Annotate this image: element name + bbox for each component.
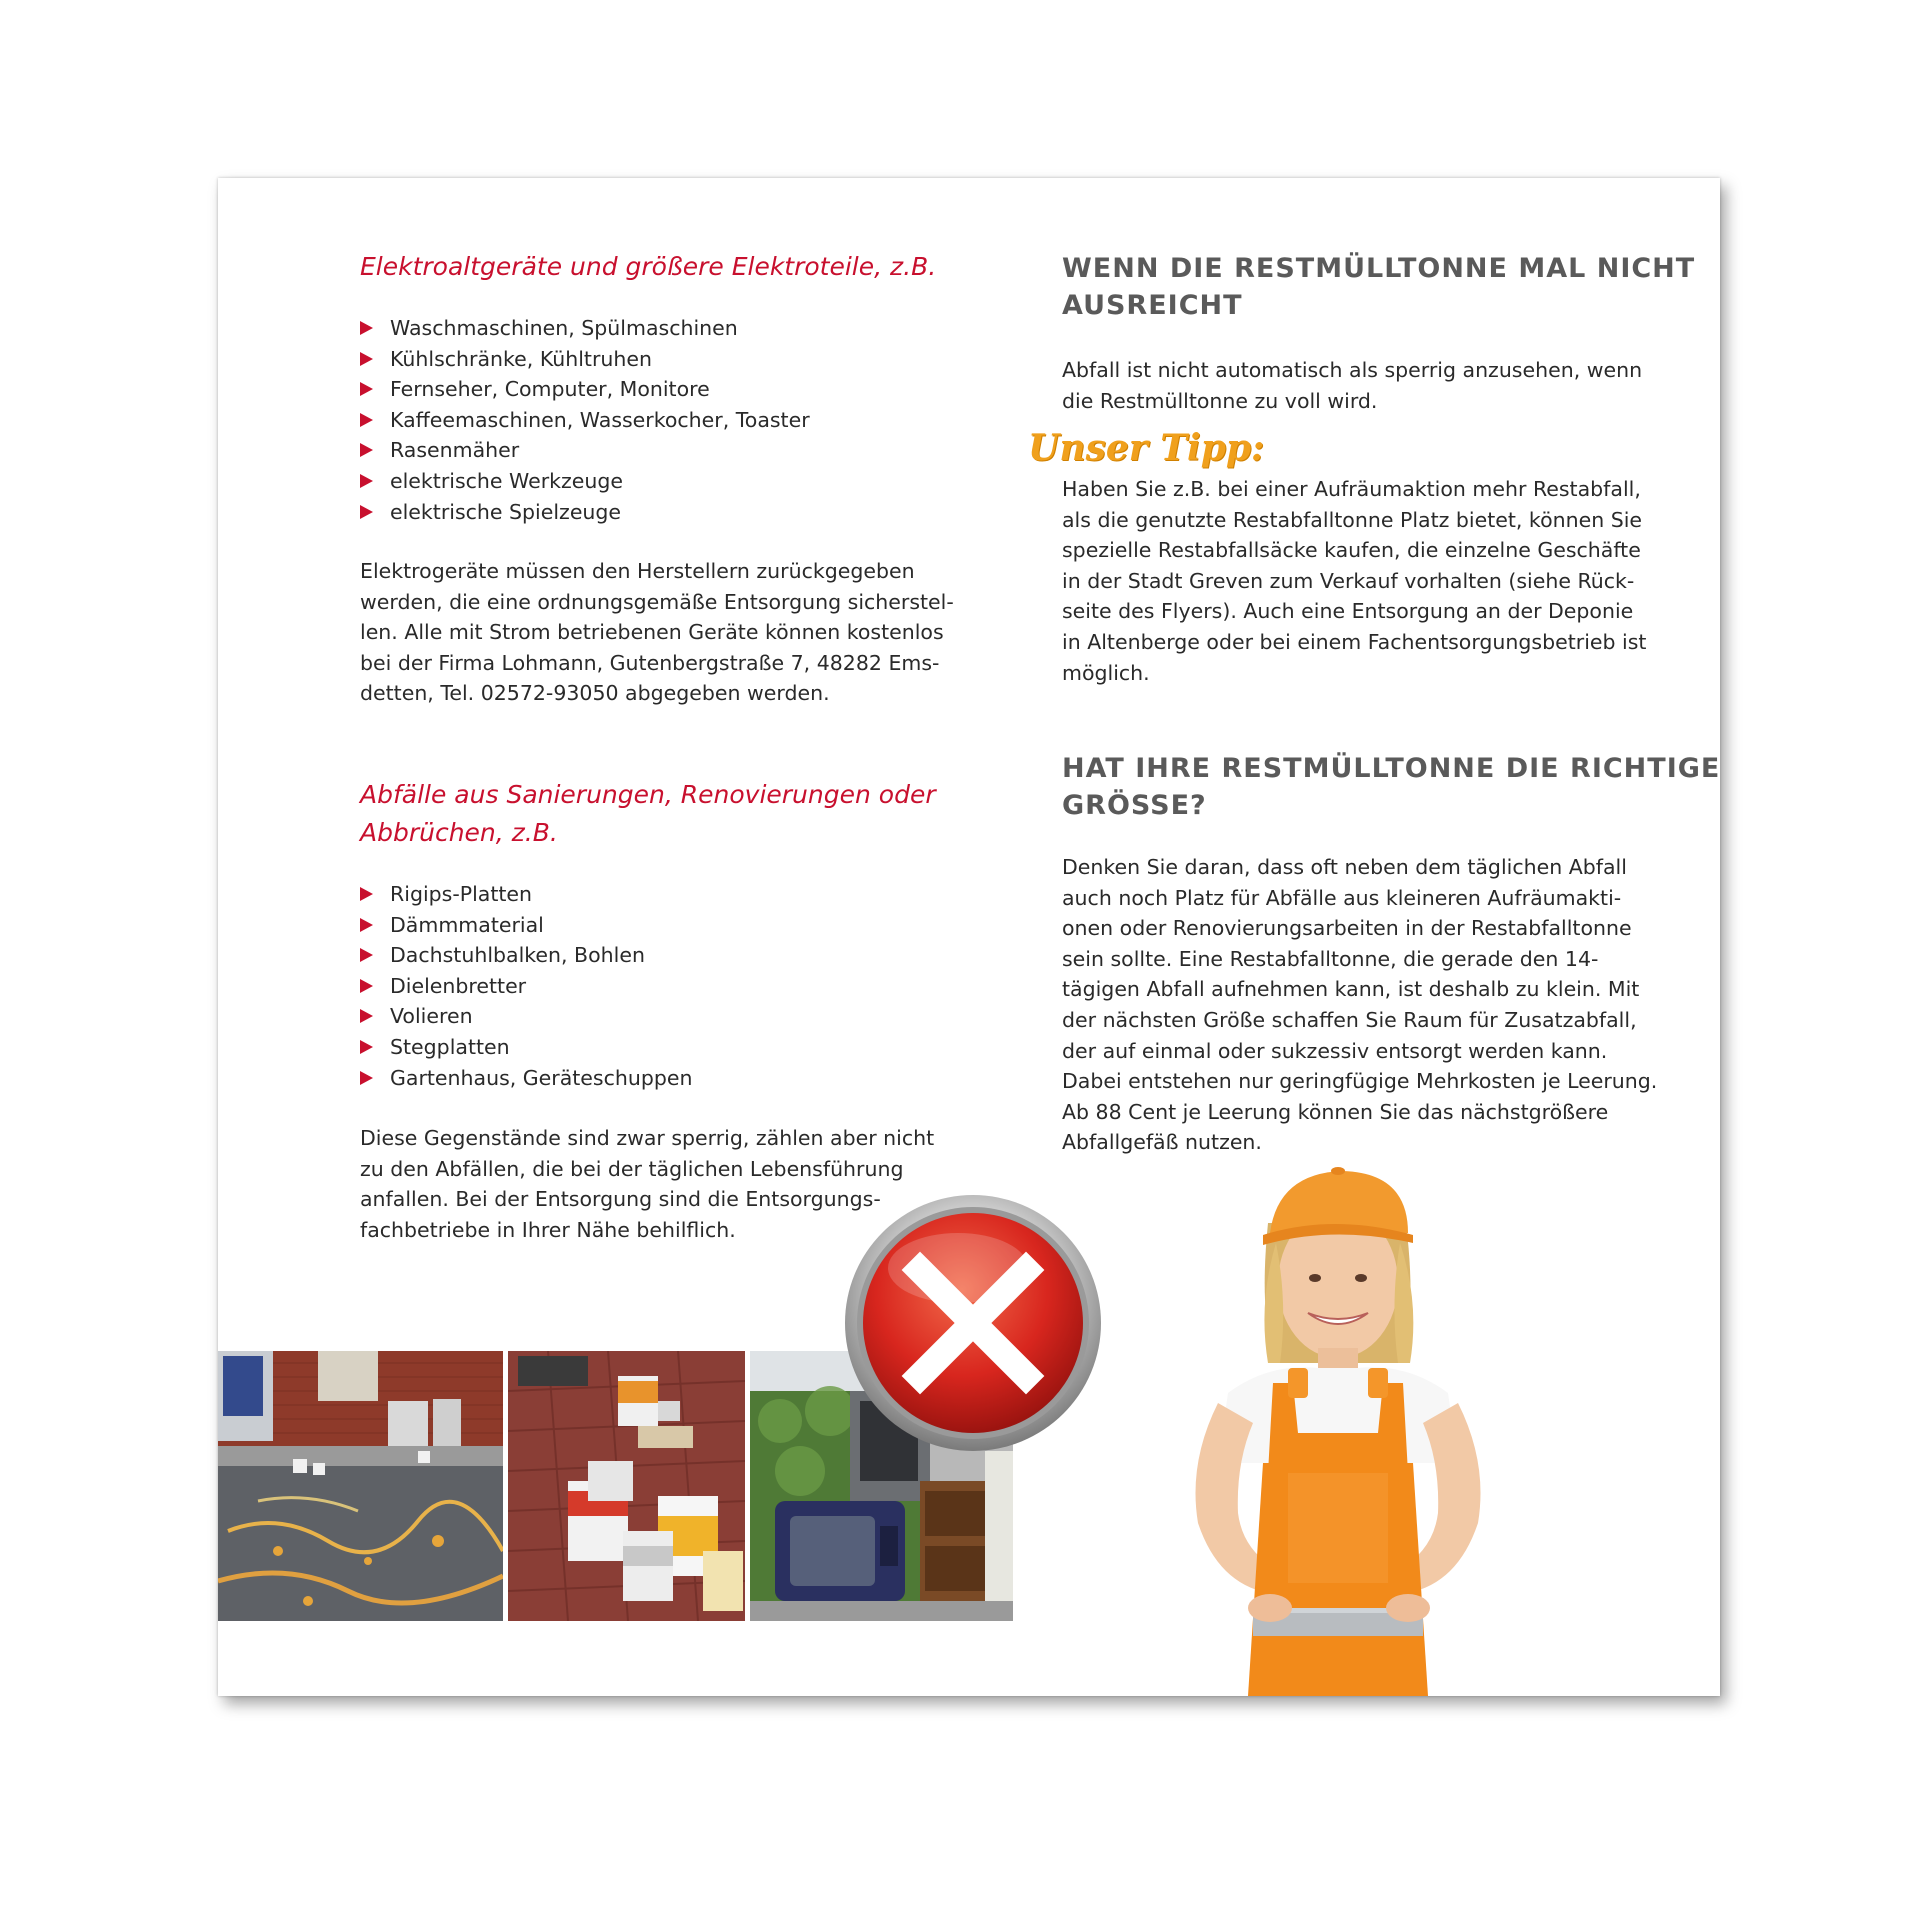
photo-street-paint: [218, 1351, 503, 1621]
tipp-label: Unser Tipp:: [1028, 427, 1265, 469]
list-item: Rigips-Platten: [360, 879, 693, 910]
list-item: Dielenbretter: [360, 971, 693, 1002]
list-item: Dachstuhlbalken, Bohlen: [360, 940, 693, 971]
list-item: Volieren: [360, 1001, 693, 1032]
list-item: Dämmmaterial: [360, 910, 693, 941]
list-item: Rasenmäher: [360, 435, 810, 466]
red-triangle-icon: [360, 352, 373, 366]
photo-paint-buckets: [508, 1351, 745, 1621]
red-triangle-icon: [360, 1040, 373, 1054]
list-item: elektrische Werkzeuge: [360, 466, 810, 497]
list-item: Stegplatten: [360, 1032, 693, 1063]
red-triangle-icon: [360, 413, 373, 427]
renovation-heading: Abfälle aus Sanierungen, Renovierungen oder Abbrüchen, z.B.: [360, 780, 936, 847]
worker-woman-photo: [1158, 1163, 1518, 1696]
brochure-page: [218, 178, 1720, 1696]
restmuell-heading: WENN DIE RESTMÜLLTONNE MAL NICHT AUSREICHT: [1062, 253, 1696, 321]
tonne-size-paragraph: Denken Sie daran, dass oft neben dem täglichen Abfall auch noch Platz für Abfälle aus kleineren Aufräumakti- onen oder Renovierungsarbeiten in der Restabfalltonne sein sollte. Eine Restabfalltonne, die gerade den 14- tägigen Abfall aufnehmen kann, ist deshalb zu klein. Mit der nächsten Größe schaffen Sie Raum für Zusatzabfall, der auf einmal oder sukzessiv entsorgt werden kann. Dabei entstehen nur geringfügige Mehrkosten je Leerung. Ab 88 Cent je Leerung können Sie das nächstgrößere Abfallgefäß nutzen.: [1062, 855, 1658, 1155]
restmuell-paragraph: Abfall ist nicht automatisch als sperrig anzusehen, wenn die Restmülltonne zu voll wird.: [1062, 358, 1643, 413]
list-item: Kühlschränke, Kühltruhen: [360, 344, 810, 375]
red-triangle-icon: [360, 443, 373, 457]
list-item: Waschmaschinen, Spülmaschinen: [360, 313, 810, 344]
tonne-size-heading: HAT IHRE RESTMÜLLTONNE DIE RICHTIGE GRÖSSE?: [1062, 753, 1720, 821]
renovation-paragraph: Diese Gegenstände sind zwar sperrig, zählen aber nicht zu den Abfällen, die bei der täglichen Lebensführung anfallen. Bei der Entsorgung sind die Entsorgungs- fachbetriebe in Ihrer Nähe behilflich.: [360, 1126, 935, 1242]
electro-heading: Elektroaltgeräte und größere Elektroteile, z.B.: [360, 252, 937, 281]
red-triangle-icon: [360, 948, 373, 962]
list-item: Fernseher, Computer, Monitore: [360, 374, 810, 405]
electro-list: [360, 313, 810, 527]
red-triangle-icon: [360, 505, 373, 519]
red-x-button-icon: [838, 1188, 1108, 1458]
list-item: elektrische Spielzeuge: [360, 497, 810, 528]
tipp-paragraph: Haben Sie z.B. bei einer Aufräumaktion mehr Restabfall, als die genutzte Restabfalltonne Platz bietet, können Sie spezielle Restabfallsäcke kaufen, die einzelne Geschäfte in der Stadt Greven zum Verkauf vorhalten (siehe Rück- seite des Flyers). Auch eine Entsorgung an der Deponie in Altenberge oder bei einem Fachentsorgungsbetrieb ist möglich.: [1062, 477, 1647, 685]
red-triangle-icon: [360, 979, 373, 993]
red-triangle-icon: [360, 382, 373, 396]
renovation-list: [360, 879, 693, 1093]
electro-paragraph: Elektrogeräte müssen den Herstellern zurückgegeben werden, die eine ordnungsgemäße Entsorgung sicherstel- len. Alle mit Strom betriebenen Geräte können kostenlos bei der Firma Lohmann, Gutenbergstraße 7, 48282 Ems- detten, Tel. 02572-93050 abgegeben werden.: [360, 559, 954, 706]
list-item: Kaffeemaschinen, Wasserkocher, Toaster: [360, 405, 810, 436]
red-triangle-icon: [360, 474, 373, 488]
list-item: Gartenhaus, Geräteschuppen: [360, 1063, 693, 1094]
red-triangle-icon: [360, 887, 373, 901]
red-triangle-icon: [360, 321, 373, 335]
red-triangle-icon: [360, 918, 373, 932]
red-triangle-icon: [360, 1071, 373, 1085]
red-triangle-icon: [360, 1009, 373, 1023]
